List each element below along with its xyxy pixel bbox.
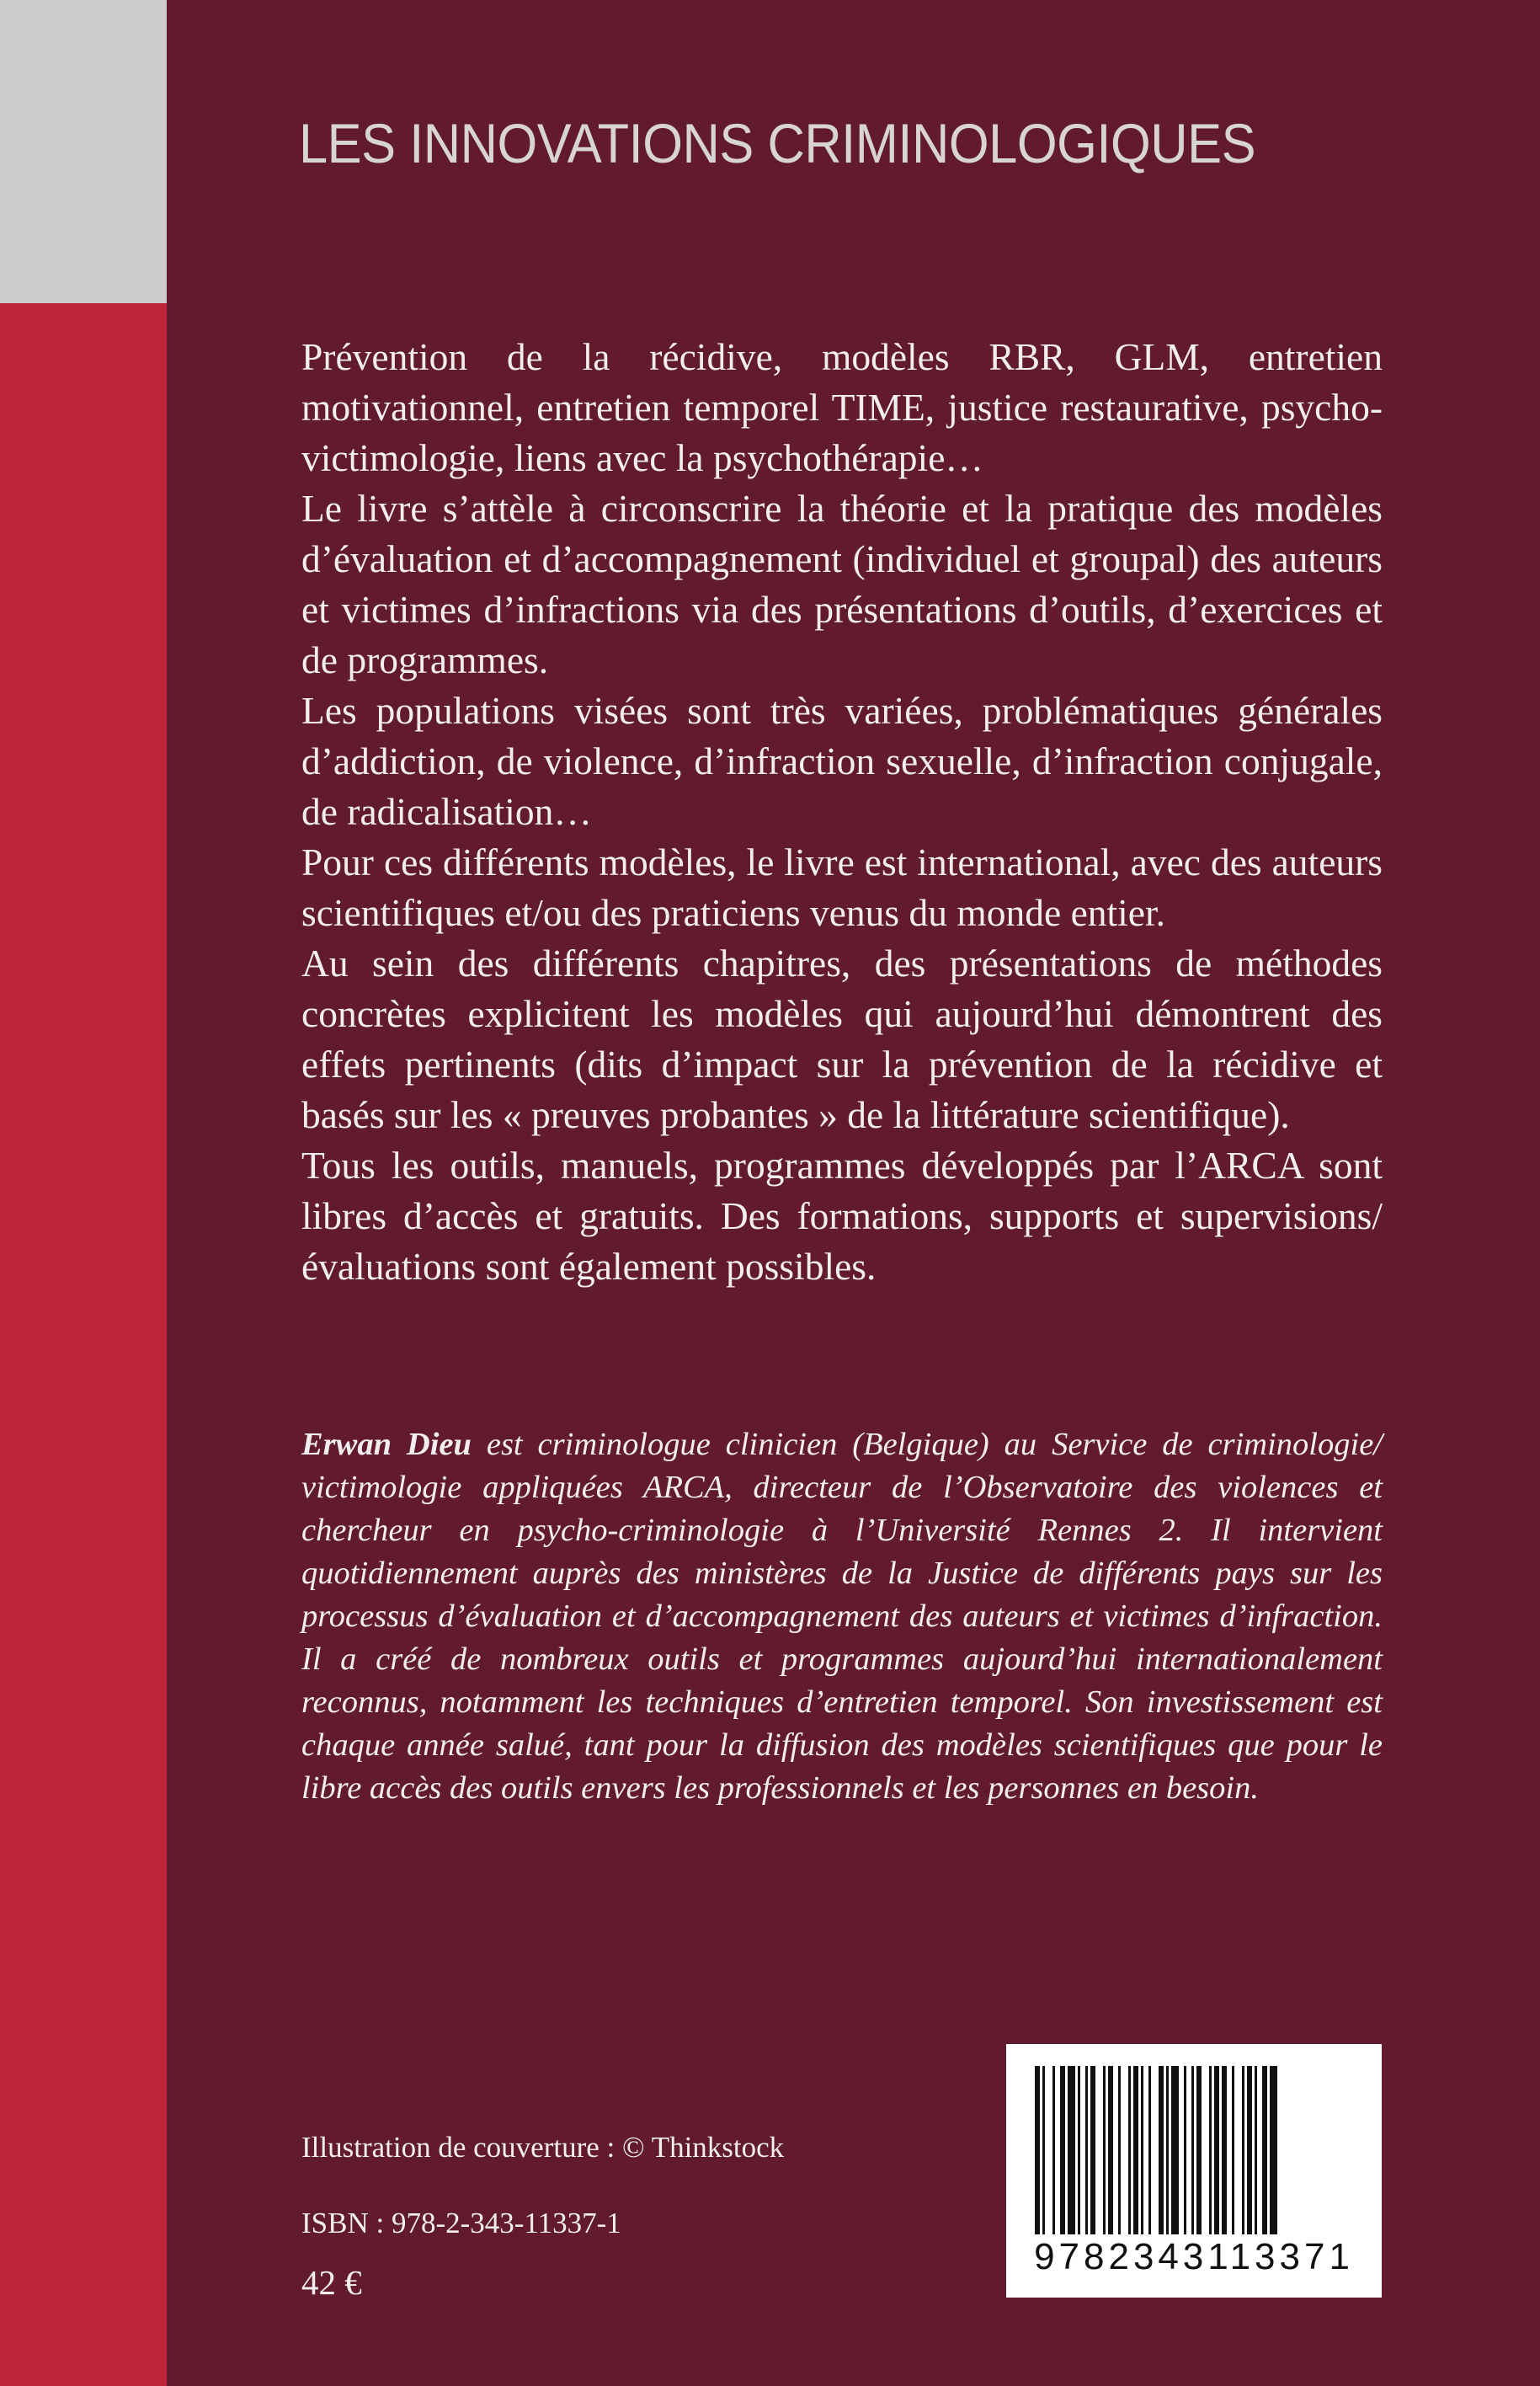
barcode-bar — [1078, 2066, 1080, 2234]
description-paragraph: Prévention de la récidive, modèles RBR, GLM, entretien motivationnel, entretien temporel TIME, justice restaurative, psycho-victimologie, liens avec la psychothérapie… — [301, 335, 1383, 479]
barcode-bar — [1214, 2066, 1219, 2234]
barcode-bar — [1090, 2066, 1095, 2234]
barcode — [1006, 2044, 1382, 2298]
description-paragraph: Le livre s’attèle à circonscrire la théorie et la pratique des modèles d’évaluation et d’accompagnement (individuel et groupal) des auteurs et victimes d’infractions via des présentations d’outils, d’exercices et de programmes. — [301, 487, 1383, 681]
barcode-bar — [1042, 2066, 1045, 2234]
isbn: ISBN : 978-2-343-11337-1 — [301, 2207, 621, 2239]
author-bio-text: est criminologue clinicien (Belgique) au Service de criminologie/ victimologie appliquées ARCA, directeur de l’Observatoire des violences et chercheur en psycho-criminologie à l’Université Rennes 2. Il intervient quotidiennement auprès des ministères de la Justice de différents pays sur les processus d’évaluation et d’accompagnement des auteurs et victimes d’infraction. Il a créé de nombreux outils et programmes aujourd’hui internationalement reconnus, notamment les techniques d’entretien temporel. Son investissement est chaque année salué, tant pour la diffusion des modèles scientifiques que pour le libre accès des outils envers les professionnels et les personnes en besoin. — [301, 1427, 1383, 1806]
spine-red-band — [0, 303, 167, 2386]
spine-gray-band — [0, 0, 167, 303]
price: 42 € — [301, 2263, 362, 2302]
barcode-bar — [1184, 2066, 1186, 2234]
barcode-number: 9782343113371 — [1034, 2236, 1354, 2277]
barcode-bar — [1262, 2066, 1267, 2234]
barcode-bar — [1118, 2066, 1121, 2234]
description-paragraph: Les populations visées sont très variées, problématiques générales d’addiction, de violence, d’infraction sexuelle, d’infraction conjugale, de radicalisation… — [301, 689, 1383, 833]
barcode-bar — [1247, 2066, 1252, 2234]
description-paragraph: Au sein des différents chapitres, des présentations de méthodes concrètes explicitent les modèles qui aujourd’hui démontrent des effets pertinents (dits d’impact sur la prévention de la récidive et basés sur les « preuves probantes » de la littérature scientifique). — [301, 942, 1383, 1136]
barcode-bar — [1222, 2066, 1227, 2234]
barcode-bar — [1148, 2066, 1151, 2234]
barcode-bar — [1108, 2066, 1113, 2234]
barcode-bar — [1159, 2066, 1164, 2234]
barcode-bar — [1166, 2066, 1169, 2234]
barcode-bar — [1068, 2066, 1075, 2234]
barcode-bar — [1242, 2066, 1244, 2234]
barcode-bar — [1191, 2066, 1194, 2234]
barcode-bar — [1270, 2066, 1277, 2234]
barcode-bar — [1232, 2066, 1234, 2234]
barcode-bar — [1052, 2066, 1055, 2234]
barcode-bar — [1171, 2066, 1179, 2234]
barcode-bar — [1035, 2066, 1040, 2234]
description-paragraph: Pour ces différents modèles, le livre est international, avec des auteurs scientifiques et/ou des praticiens venus du monde entier. — [301, 841, 1383, 934]
barcode-bar — [1128, 2066, 1131, 2234]
barcode-bar — [1060, 2066, 1065, 2234]
description — [301, 332, 1383, 1292]
barcode-bar — [1196, 2066, 1202, 2234]
barcode-bar — [1255, 2066, 1257, 2234]
barcode-bar — [1103, 2066, 1106, 2234]
description-paragraph: Tous les outils, manuels, programmes développés par l’ARCA sont libres d’accès et gratuits. Des formations, supports et supervisions/ évaluations sont également possibles. — [301, 1144, 1383, 1288]
illustration-credit: Illustration de couverture : © Thinkstock — [301, 2131, 785, 2164]
author-bio — [301, 1423, 1383, 1810]
author-name: Erwan Dieu — [301, 1427, 472, 1462]
barcode-bar — [1133, 2066, 1138, 2234]
barcode-bar — [1085, 2066, 1088, 2234]
barcode-bar — [1141, 2066, 1143, 2234]
barcode-bar — [1209, 2066, 1212, 2234]
book-title: LES INNOVATIONS CRIMINOLOGIQUES — [299, 112, 1256, 174]
